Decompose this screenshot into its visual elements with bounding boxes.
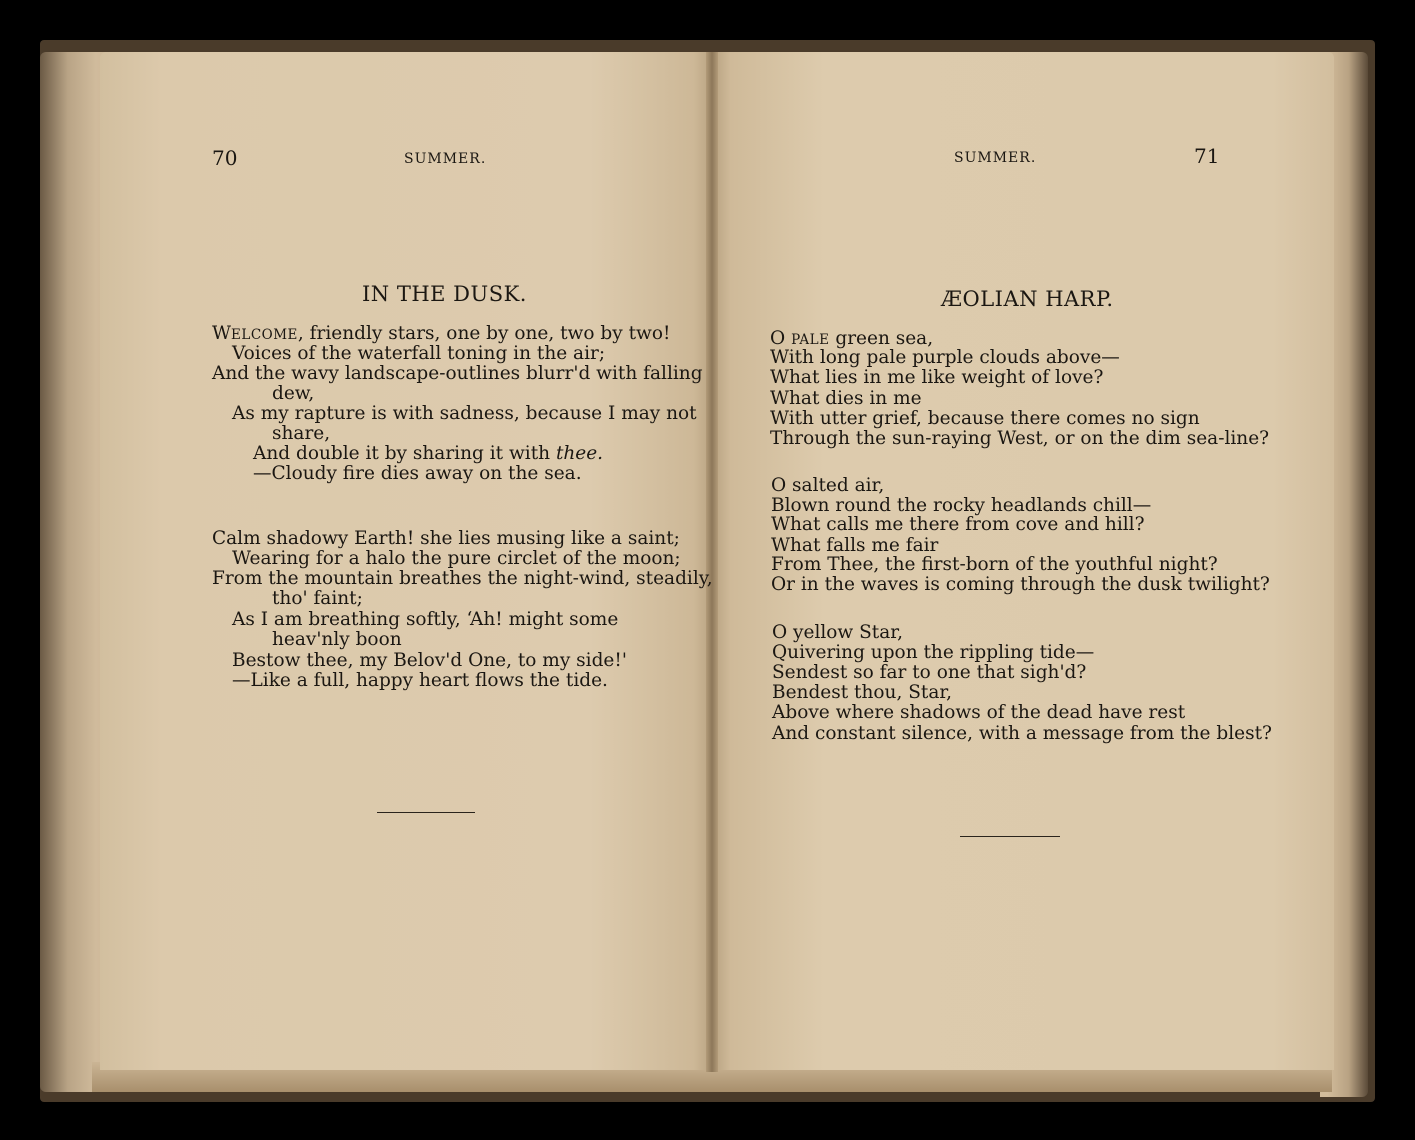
verse-line: From Thee, the first-born of the youthful night?: [771, 554, 1218, 575]
right-poem-title: ÆOLIAN HARP.: [941, 287, 1114, 311]
verse-line: Voices of the waterfall toning in the air;: [232, 343, 606, 364]
section-rule: [960, 836, 1060, 837]
left-page-number: 70: [212, 146, 238, 170]
verse-line: Bestow thee, my Belov'd One, to my side!': [232, 650, 627, 671]
verse-line-continuation: heav'nly boon: [272, 629, 402, 650]
verse-line: With long pale purple clouds above—: [770, 347, 1120, 368]
verse-line: Through the sun-raying West, or on the dim sea-line?: [770, 428, 1270, 449]
verse-line: What falls me fair: [771, 535, 939, 556]
verse-line: Quivering upon the rippling tide—: [772, 642, 1095, 663]
left-poem-title: IN THE DUSK.: [362, 282, 527, 306]
verse-line: And the wavy landscape-outlines blurr'd with falling: [212, 363, 703, 384]
verse-line: Calm shadowy Earth! she lies musing like a saint;: [212, 528, 680, 549]
verse-line: And constant silence, with a message from the blest?: [772, 723, 1272, 744]
verse-text: , friendly stars, one by one, two by two!: [297, 323, 671, 344]
verse-line: Above where shadows of the dead have rest: [772, 702, 1186, 723]
verse-line: As my rapture is with sadness, because I may not: [232, 403, 697, 424]
verse-line: —Cloudy fire dies away on the sea.: [253, 463, 582, 484]
verse-line: Wearing for a halo the pure circlet of the moon;: [232, 548, 681, 569]
verse-line: Or in the waves is coming through the dusk twilight?: [771, 574, 1270, 595]
verse-line: Sendest so far to one that sigh'd?: [772, 662, 1087, 683]
verse-line: [212, 324, 670, 345]
verse-line: With utter grief, because there comes no sign: [770, 408, 1200, 429]
verse-line: Bendest thou, Star,: [772, 682, 953, 703]
right-running-head: SUMMER.: [954, 150, 1037, 166]
left-running-head: SUMMER.: [404, 151, 487, 167]
book-gutter: [706, 52, 718, 1072]
verse-line: From the mountain breathes the night-wind, steadily,: [212, 568, 713, 589]
verse-line: O salted air,: [771, 475, 885, 496]
verse-line: What calls me there from cove and hill?: [771, 514, 1145, 535]
verse-line: O yellow Star,: [772, 622, 903, 643]
verse-line-continuation: share,: [272, 423, 331, 444]
verse-line: What dies in me: [770, 388, 922, 409]
verse-text: O: [770, 328, 786, 349]
section-rule: [377, 812, 475, 813]
verse-line: As I am breathing softly, ‘Ah! might some: [232, 609, 619, 630]
verse-line: [253, 444, 603, 464]
small-caps: ELCOME: [231, 327, 298, 343]
verse-line: Blown round the rocky headlands chill—: [771, 495, 1152, 516]
verse-line: —Like a full, happy heart flows the tide.: [232, 670, 608, 691]
small-caps: PALE: [791, 332, 830, 348]
right-page-number: 71: [1194, 144, 1220, 168]
verse-text: And double it by sharing it with: [253, 443, 556, 464]
verse-line-continuation: dew,: [272, 383, 315, 404]
verse-line-continuation: tho' faint;: [272, 588, 363, 609]
verse-line: What lies in me like weight of love?: [770, 367, 1104, 388]
verse-text: green sea,: [829, 328, 934, 349]
italic-word: thee.: [555, 443, 604, 464]
initial-cap: W: [212, 323, 232, 344]
